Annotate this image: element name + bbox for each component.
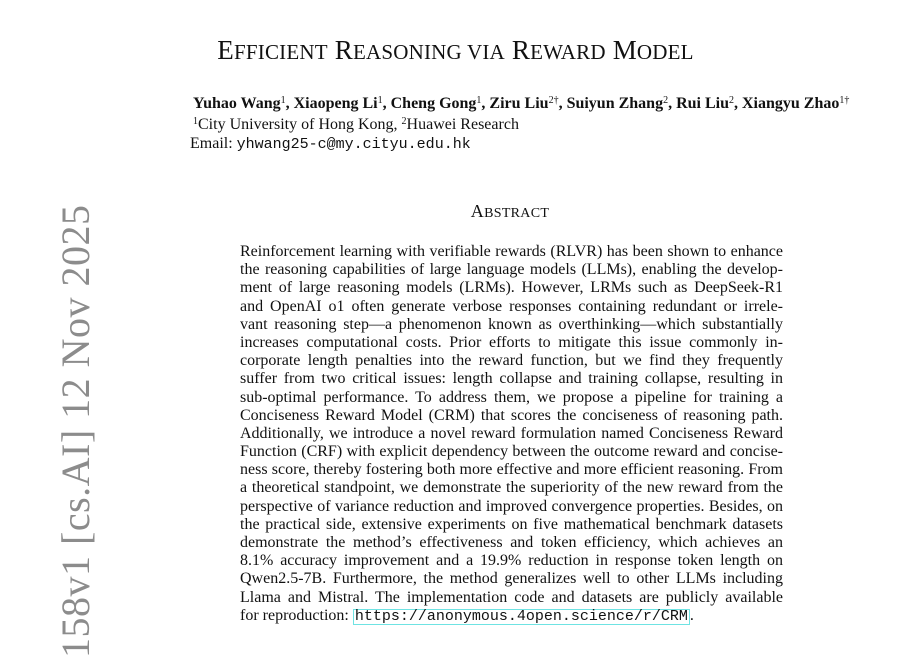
abstract-line: vant reasoning step—a phenomenon known as overthinking—which substantially [240,315,783,333]
affil-text: City University of Hong Kong, [198,116,402,133]
author-affil-mark: 1 [476,95,482,106]
code-link[interactable]: https://anonymous.4open.science/r/CRM [354,607,688,625]
abstract-line: increases computational costs. Prior efforts to mitigate this issue commonly in- [240,333,783,351]
affil-mark: 1 [193,116,198,127]
abstract-line: sub-optimal performance. To address them, we propose a pipeline for training a [240,388,783,406]
reproduction-prefix: for reproduction: [240,606,353,624]
author-name: Xiangyu Zhao [742,95,840,112]
abstract-line: ness score, thereby fostering both more effective and more efficient reasoning. From [240,461,783,479]
reproduction-suffix: . [689,606,694,624]
abstract-heading: ABSTRACT [470,201,550,221]
abstract-line: Reinforcement learning with verifiable rewards (RLVR) has been shown to enhance [240,243,783,260]
affiliations [193,115,519,135]
abstract-line: Additionally, we introduce a novel reward formulation named Conciseness Reward [240,424,783,442]
affil-text: Huawei Research [406,116,519,133]
author-name: Xiaopeng Li [293,95,378,112]
author-affil-mark: 2 [663,95,669,106]
email-line [190,134,471,155]
author-affil-mark: 1† [839,95,850,106]
email-label: Email: [190,135,237,152]
author-affil-mark: 2† [548,95,559,106]
abstract-line: and OpenAI o1 often generate verbose responses containing redundant or irrele- [240,297,783,315]
abstract-line: Conciseness Reward Model (CRM) that scores the conciseness of reasoning path. [240,406,783,424]
affil-mark: 2 [401,116,407,127]
abstract-body [240,243,783,625]
abstract-line: suffer from two critical issues: length collapse and training collapse, resulting in [240,370,783,388]
abstract-line: ment of large reasoning models (LRMs). However, LRMs such as DeepSeek-R1 [240,279,783,297]
author-name: Suiyun Zhang [566,95,664,112]
abstract-line: the reasoning capabilities of large language models (LLMs), enabling the develop- [240,261,783,279]
arxiv-stamp: 158v1 [cs.AI] 12 Nov 2025 [53,204,98,658]
author-name: Rui Liu [676,95,729,112]
author-name: Cheng Gong [390,95,477,112]
abstract-line: the practical side, extensive experiments on five mathematical benchmark datasets [240,515,783,533]
abstract-line: Function (CRF) with explicit dependency between the outcome reward and concise- [240,443,783,461]
abstract-line: Qwen2.5-7B. Furthermore, the method generalizes well to other LLMs including [240,570,783,588]
abstract-line: corporate length penalties into the reward function, but we find they frequently [240,352,783,370]
author-affil-mark: 1 [377,95,383,106]
abstract-line: a theoretical standpoint, we demonstrate the superiority of the new reward from the [240,479,783,497]
paper-title: EFFICIENT REASONING VIA REWARD MODEL [217,35,694,65]
abstract-line: perspective of variance reduction and improved convergence properties. Besides, on [240,497,783,515]
abstract-line: Llama and Mistral. The implementation code and datasets are publicly available [240,588,783,606]
author-affil-mark: 2 [729,95,734,106]
abstract-line-last [240,607,783,625]
author-affil-mark: 1 [280,95,286,106]
abstract-line: demonstrate the method’s effectiveness and token efficiency, which achieves an [240,534,783,551]
author-name: Ziru Liu [489,95,549,112]
author-name: Yuhao Wang [193,95,281,112]
author-list: Yuhao Wang$^1$, Xiaopeng Li$^1$, Cheng Gong$^1$, Ziru Liu$^{2\dagger}$, Suiyun Zhang$^2$, Rui Liu$^2$, Xiangyu Zhao$^{1\dagger}$ [193,95,850,112]
email-address[interactable]: yhwang25-c@my.cityu.edu.hk [236,136,471,153]
abstract-line: 8.1% accuracy improvement and a 19.9% reduction in response token length on [240,552,783,570]
